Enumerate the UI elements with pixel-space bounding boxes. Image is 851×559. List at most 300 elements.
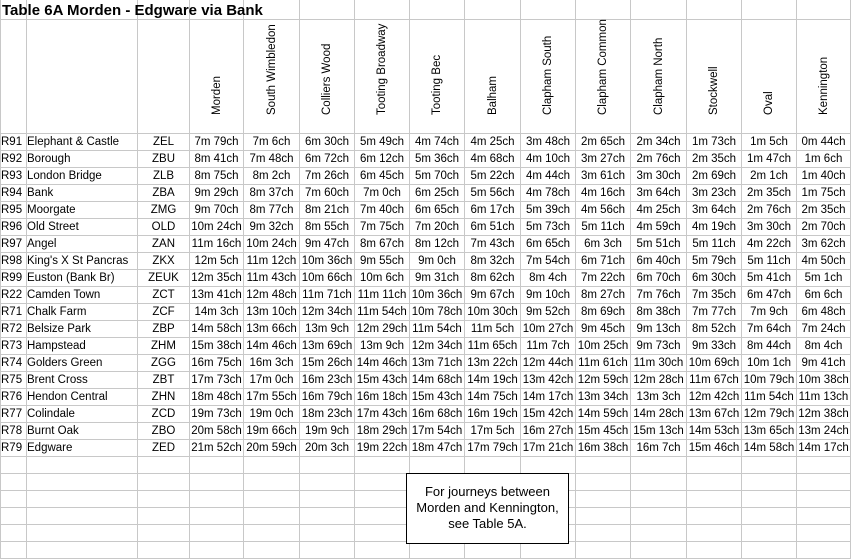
distance-cell[interactable]: 14m 58ch [190, 321, 244, 338]
distance-cell[interactable]: 15m 46ch [687, 440, 742, 457]
column-header[interactable] [300, 20, 355, 134]
distance-cell[interactable]: 12m 35ch [190, 270, 244, 287]
distance-cell[interactable]: 2m 76ch [631, 151, 687, 168]
distance-cell[interactable]: 9m 52ch [521, 304, 576, 321]
cell[interactable] [27, 542, 138, 559]
station-code-cell[interactable]: ZBO [138, 423, 190, 440]
cell[interactable] [797, 491, 851, 508]
cell[interactable] [797, 457, 851, 474]
distance-cell[interactable]: 9m 41ch [797, 355, 851, 372]
cell[interactable] [244, 491, 300, 508]
cell[interactable] [300, 491, 355, 508]
distance-cell[interactable]: 16m 7ch [631, 440, 687, 457]
cell[interactable] [465, 0, 521, 20]
row-id-cell[interactable]: R95 [1, 202, 27, 219]
distance-cell[interactable]: 7m 75ch [355, 219, 410, 236]
cell[interactable] [27, 491, 138, 508]
cell[interactable] [27, 525, 138, 542]
cell[interactable] [742, 542, 797, 559]
distance-cell[interactable]: 14m 75ch [465, 389, 521, 406]
cell[interactable] [27, 508, 138, 525]
distance-cell[interactable]: 13m 42ch [521, 372, 576, 389]
cell[interactable] [244, 457, 300, 474]
distance-cell[interactable]: 8m 41ch [190, 151, 244, 168]
cell[interactable] [797, 474, 851, 491]
station-name-cell[interactable]: Golders Green [27, 355, 138, 372]
cell[interactable] [138, 491, 190, 508]
distance-cell[interactable]: 19m 66ch [244, 423, 300, 440]
distance-cell[interactable]: 16m 68ch [410, 406, 465, 423]
distance-cell[interactable]: 17m 73ch [190, 372, 244, 389]
row-id-cell[interactable]: R96 [1, 219, 27, 236]
distance-cell[interactable]: 7m 9ch [742, 304, 797, 321]
distance-cell[interactable]: 7m 54ch [521, 253, 576, 270]
distance-cell[interactable]: 19m 73ch [190, 406, 244, 423]
station-code-cell[interactable]: ZMG [138, 202, 190, 219]
distance-cell[interactable]: 2m 35ch [797, 202, 851, 219]
distance-cell[interactable]: 12m 79ch [742, 406, 797, 423]
row-id-cell[interactable]: R98 [1, 253, 27, 270]
column-header[interactable] [797, 20, 851, 134]
distance-cell[interactable]: 8m 4ch [521, 270, 576, 287]
distance-cell[interactable]: 12m 28ch [631, 372, 687, 389]
station-code-cell[interactable]: ZBT [138, 372, 190, 389]
distance-cell[interactable]: 13m 10ch [244, 304, 300, 321]
cell[interactable] [300, 457, 355, 474]
distance-cell[interactable]: 20m 58ch [190, 423, 244, 440]
distance-cell[interactable]: 15m 13ch [631, 423, 687, 440]
distance-cell[interactable]: 6m 65ch [521, 236, 576, 253]
station-name-cell[interactable]: Chalk Farm [27, 304, 138, 321]
distance-cell[interactable]: 7m 79ch [190, 134, 244, 151]
distance-cell[interactable]: 5m 49ch [355, 134, 410, 151]
station-code-cell[interactable]: ZBU [138, 151, 190, 168]
distance-cell[interactable]: 3m 48ch [521, 134, 576, 151]
station-name-cell[interactable]: Moorgate [27, 202, 138, 219]
distance-cell[interactable]: 15m 38ch [190, 338, 244, 355]
distance-cell[interactable]: 12m 48ch [244, 287, 300, 304]
cell[interactable] [27, 474, 138, 491]
distance-cell[interactable]: 18m 23ch [300, 406, 355, 423]
cell[interactable] [138, 525, 190, 542]
distance-cell[interactable]: 1m 6ch [797, 151, 851, 168]
cell[interactable] [138, 20, 190, 134]
distance-cell[interactable]: 4m 78ch [521, 185, 576, 202]
distance-cell[interactable]: 8m 4ch [797, 338, 851, 355]
column-header[interactable] [190, 20, 244, 134]
station-name-cell[interactable]: Belsize Park [27, 321, 138, 338]
cell[interactable] [631, 474, 687, 491]
distance-cell[interactable]: 13m 67ch [687, 406, 742, 423]
distance-cell[interactable]: 13m 66ch [244, 321, 300, 338]
distance-cell[interactable]: 6m 12ch [355, 151, 410, 168]
distance-cell[interactable]: 9m 73ch [631, 338, 687, 355]
row-id-cell[interactable]: R93 [1, 168, 27, 185]
station-code-cell[interactable]: ZCD [138, 406, 190, 423]
cell[interactable] [687, 491, 742, 508]
distance-cell[interactable]: 11m 16ch [190, 236, 244, 253]
distance-cell[interactable]: 14m 3ch [190, 304, 244, 321]
cell[interactable] [190, 542, 244, 559]
distance-cell[interactable]: 8m 38ch [631, 304, 687, 321]
column-header[interactable] [410, 20, 465, 134]
distance-cell[interactable]: 14m 46ch [244, 338, 300, 355]
station-name-cell[interactable]: Edgware [27, 440, 138, 457]
cell[interactable] [355, 542, 410, 559]
distance-cell[interactable]: 0m 44ch [797, 134, 851, 151]
distance-cell[interactable]: 12m 5ch [190, 253, 244, 270]
distance-cell[interactable]: 8m 2ch [244, 168, 300, 185]
distance-cell[interactable]: 7m 26ch [300, 168, 355, 185]
distance-cell[interactable]: 5m 11ch [576, 219, 631, 236]
distance-cell[interactable]: 10m 78ch [410, 304, 465, 321]
station-code-cell[interactable]: ZCF [138, 304, 190, 321]
row-id-cell[interactable]: R79 [1, 440, 27, 457]
cell[interactable] [742, 508, 797, 525]
cell[interactable] [687, 542, 742, 559]
cell[interactable] [576, 508, 631, 525]
distance-cell[interactable]: 10m 69ch [687, 355, 742, 372]
distance-cell[interactable]: 13m 41ch [190, 287, 244, 304]
distance-cell[interactable]: 13m 69ch [300, 338, 355, 355]
cell[interactable] [797, 542, 851, 559]
distance-cell[interactable]: 4m 16ch [576, 185, 631, 202]
distance-cell[interactable]: 17m 21ch [521, 440, 576, 457]
cell[interactable] [742, 474, 797, 491]
distance-cell[interactable]: 7m 24ch [797, 321, 851, 338]
distance-cell[interactable]: 17m 54ch [410, 423, 465, 440]
distance-cell[interactable]: 5m 39ch [521, 202, 576, 219]
station-name-cell[interactable]: Hendon Central [27, 389, 138, 406]
distance-cell[interactable]: 9m 67ch [465, 287, 521, 304]
row-id-cell[interactable]: R97 [1, 236, 27, 253]
distance-cell[interactable]: 4m 10ch [521, 151, 576, 168]
cell[interactable] [576, 0, 631, 20]
cell[interactable] [797, 508, 851, 525]
cell[interactable] [190, 457, 244, 474]
distance-cell[interactable]: 1m 73ch [687, 134, 742, 151]
distance-cell[interactable]: 8m 37ch [244, 185, 300, 202]
distance-cell[interactable]: 8m 62ch [465, 270, 521, 287]
distance-cell[interactable]: 7m 60ch [300, 185, 355, 202]
cell[interactable] [687, 508, 742, 525]
cell[interactable] [687, 474, 742, 491]
cell[interactable] [576, 474, 631, 491]
cell[interactable] [742, 525, 797, 542]
row-id-cell[interactable]: R71 [1, 304, 27, 321]
distance-cell[interactable]: 6m 65ch [410, 202, 465, 219]
distance-cell[interactable]: 18m 48ch [190, 389, 244, 406]
station-name-cell[interactable]: Elephant & Castle [27, 134, 138, 151]
cell[interactable] [521, 0, 576, 20]
distance-cell[interactable]: 3m 27ch [576, 151, 631, 168]
distance-cell[interactable]: 13m 24ch [797, 423, 851, 440]
distance-cell[interactable]: 15m 45ch [576, 423, 631, 440]
distance-cell[interactable]: 6m 30ch [687, 270, 742, 287]
distance-cell[interactable]: 6m 3ch [576, 236, 631, 253]
cell[interactable] [742, 0, 797, 20]
distance-cell[interactable]: 12m 34ch [300, 304, 355, 321]
distance-cell[interactable]: 14m 28ch [631, 406, 687, 423]
distance-cell[interactable]: 11m 30ch [631, 355, 687, 372]
station-code-cell[interactable]: ZHN [138, 389, 190, 406]
distance-cell[interactable]: 7m 40ch [355, 202, 410, 219]
cell[interactable] [576, 457, 631, 474]
distance-cell[interactable]: 3m 23ch [687, 185, 742, 202]
station-code-cell[interactable]: ZBA [138, 185, 190, 202]
distance-cell[interactable]: 11m 71ch [300, 287, 355, 304]
column-header[interactable] [465, 20, 521, 134]
distance-cell[interactable]: 3m 61ch [576, 168, 631, 185]
distance-cell[interactable]: 16m 19ch [465, 406, 521, 423]
row-id-cell[interactable]: R76 [1, 389, 27, 406]
distance-cell[interactable]: 9m 33ch [687, 338, 742, 355]
distance-cell[interactable]: 6m 40ch [631, 253, 687, 270]
cell[interactable] [355, 474, 410, 491]
distance-cell[interactable]: 13m 34ch [576, 389, 631, 406]
distance-cell[interactable]: 6m 48ch [797, 304, 851, 321]
column-header[interactable] [244, 20, 300, 134]
cell[interactable] [742, 491, 797, 508]
distance-cell[interactable]: 9m 13ch [631, 321, 687, 338]
distance-cell[interactable]: 8m 67ch [355, 236, 410, 253]
distance-cell[interactable]: 5m 11ch [742, 253, 797, 270]
distance-cell[interactable]: 4m 44ch [521, 168, 576, 185]
distance-cell[interactable]: 9m 45ch [576, 321, 631, 338]
distance-cell[interactable]: 17m 55ch [244, 389, 300, 406]
distance-cell[interactable]: 4m 68ch [465, 151, 521, 168]
distance-cell[interactable]: 8m 69ch [576, 304, 631, 321]
station-name-cell[interactable]: Borough [27, 151, 138, 168]
cell[interactable] [1, 491, 27, 508]
distance-cell[interactable]: 5m 36ch [410, 151, 465, 168]
distance-cell[interactable]: 16m 27ch [521, 423, 576, 440]
station-name-cell[interactable]: Hampstead [27, 338, 138, 355]
distance-cell[interactable]: 14m 17ch [521, 389, 576, 406]
station-name-cell[interactable]: London Bridge [27, 168, 138, 185]
cell[interactable] [1, 20, 27, 134]
cell[interactable] [1, 525, 27, 542]
station-name-cell[interactable]: Colindale [27, 406, 138, 423]
station-name-cell[interactable]: Angel [27, 236, 138, 253]
column-header[interactable] [687, 20, 742, 134]
cell[interactable] [1, 542, 27, 559]
row-id-cell[interactable]: R75 [1, 372, 27, 389]
distance-cell[interactable]: 14m 19ch [465, 372, 521, 389]
cell[interactable] [576, 491, 631, 508]
distance-cell[interactable]: 5m 11ch [687, 236, 742, 253]
distance-cell[interactable]: 11m 5ch [465, 321, 521, 338]
distance-cell[interactable]: 20m 3ch [300, 440, 355, 457]
station-name-cell[interactable]: Burnt Oak [27, 423, 138, 440]
distance-cell[interactable]: 10m 27ch [521, 321, 576, 338]
distance-cell[interactable]: 6m 51ch [465, 219, 521, 236]
distance-cell[interactable]: 10m 66ch [300, 270, 355, 287]
distance-cell[interactable]: 16m 3ch [244, 355, 300, 372]
distance-cell[interactable]: 9m 70ch [190, 202, 244, 219]
distance-cell[interactable]: 8m 52ch [687, 321, 742, 338]
distance-cell[interactable]: 11m 54ch [355, 304, 410, 321]
distance-cell[interactable]: 3m 62ch [797, 236, 851, 253]
distance-cell[interactable]: 12m 29ch [355, 321, 410, 338]
cell[interactable] [631, 457, 687, 474]
distance-cell[interactable]: 8m 32ch [465, 253, 521, 270]
distance-cell[interactable]: 7m 0ch [355, 185, 410, 202]
distance-cell[interactable]: 1m 5ch [742, 134, 797, 151]
cell[interactable] [687, 525, 742, 542]
distance-cell[interactable]: 1m 40ch [797, 168, 851, 185]
distance-cell[interactable]: 11m 13ch [797, 389, 851, 406]
distance-cell[interactable]: 4m 25ch [631, 202, 687, 219]
distance-cell[interactable]: 7m 76ch [631, 287, 687, 304]
distance-cell[interactable]: 14m 59ch [576, 406, 631, 423]
cell[interactable] [244, 474, 300, 491]
cell[interactable] [190, 525, 244, 542]
cell[interactable] [521, 457, 576, 474]
cell[interactable] [138, 474, 190, 491]
distance-cell[interactable]: 3m 30ch [631, 168, 687, 185]
distance-cell[interactable]: 9m 0ch [410, 253, 465, 270]
distance-cell[interactable]: 6m 25ch [410, 185, 465, 202]
cell[interactable] [631, 491, 687, 508]
distance-cell[interactable]: 7m 20ch [410, 219, 465, 236]
distance-cell[interactable]: 6m 45ch [355, 168, 410, 185]
row-id-cell[interactable]: R74 [1, 355, 27, 372]
column-header[interactable] [355, 20, 410, 134]
distance-cell[interactable]: 17m 79ch [465, 440, 521, 457]
station-code-cell[interactable]: ZEUK [138, 270, 190, 287]
cell[interactable] [138, 457, 190, 474]
distance-cell[interactable]: 6m 30ch [300, 134, 355, 151]
distance-cell[interactable]: 10m 25ch [576, 338, 631, 355]
station-code-cell[interactable]: OLD [138, 219, 190, 236]
distance-cell[interactable]: 10m 1ch [742, 355, 797, 372]
distance-cell[interactable]: 20m 59ch [244, 440, 300, 457]
distance-cell[interactable]: 17m 0ch [244, 372, 300, 389]
distance-cell[interactable]: 9m 32ch [244, 219, 300, 236]
row-id-cell[interactable]: R22 [1, 287, 27, 304]
distance-cell[interactable]: 21m 52ch [190, 440, 244, 457]
distance-cell[interactable]: 5m 41ch [742, 270, 797, 287]
distance-cell[interactable]: 2m 35ch [742, 185, 797, 202]
distance-cell[interactable]: 5m 70ch [410, 168, 465, 185]
distance-cell[interactable]: 14m 17ch [797, 440, 851, 457]
station-code-cell[interactable]: ZBP [138, 321, 190, 338]
distance-cell[interactable]: 15m 43ch [410, 389, 465, 406]
cell[interactable] [244, 525, 300, 542]
station-name-cell[interactable]: Bank [27, 185, 138, 202]
distance-cell[interactable]: 6m 6ch [797, 287, 851, 304]
station-code-cell[interactable]: ZHM [138, 338, 190, 355]
column-header[interactable] [521, 20, 576, 134]
distance-cell[interactable]: 16m 79ch [300, 389, 355, 406]
distance-cell[interactable]: 14m 58ch [742, 440, 797, 457]
station-code-cell[interactable]: ZEL [138, 134, 190, 151]
distance-cell[interactable]: 16m 23ch [300, 372, 355, 389]
column-header[interactable] [576, 20, 631, 134]
distance-cell[interactable]: 11m 54ch [410, 321, 465, 338]
distance-cell[interactable]: 6m 71ch [576, 253, 631, 270]
distance-cell[interactable]: 4m 74ch [410, 134, 465, 151]
distance-cell[interactable]: 6m 47ch [742, 287, 797, 304]
distance-cell[interactable]: 16m 38ch [576, 440, 631, 457]
row-id-cell[interactable]: R92 [1, 151, 27, 168]
distance-cell[interactable]: 5m 51ch [631, 236, 687, 253]
cell[interactable] [27, 457, 138, 474]
cell[interactable] [244, 542, 300, 559]
cell[interactable] [300, 474, 355, 491]
cell[interactable] [410, 0, 465, 20]
cell[interactable] [190, 508, 244, 525]
distance-cell[interactable]: 15m 26ch [300, 355, 355, 372]
distance-cell[interactable]: 2m 65ch [576, 134, 631, 151]
station-code-cell[interactable]: ZAN [138, 236, 190, 253]
distance-cell[interactable]: 16m 75ch [190, 355, 244, 372]
distance-cell[interactable]: 7m 43ch [465, 236, 521, 253]
cell[interactable] [631, 0, 687, 20]
station-code-cell[interactable]: ZED [138, 440, 190, 457]
cell[interactable] [631, 525, 687, 542]
distance-cell[interactable]: 11m 11ch [355, 287, 410, 304]
distance-cell[interactable]: 11m 43ch [244, 270, 300, 287]
distance-cell[interactable]: 19m 9ch [300, 423, 355, 440]
distance-cell[interactable]: 2m 1ch [742, 168, 797, 185]
distance-cell[interactable]: 15m 42ch [521, 406, 576, 423]
distance-cell[interactable]: 8m 75ch [190, 168, 244, 185]
distance-cell[interactable]: 2m 35ch [687, 151, 742, 168]
distance-cell[interactable]: 12m 38ch [797, 406, 851, 423]
row-id-cell[interactable]: R73 [1, 338, 27, 355]
distance-cell[interactable]: 10m 79ch [742, 372, 797, 389]
distance-cell[interactable]: 1m 75ch [797, 185, 851, 202]
cell[interactable] [1, 457, 27, 474]
distance-cell[interactable]: 11m 65ch [465, 338, 521, 355]
distance-cell[interactable]: 8m 12ch [410, 236, 465, 253]
distance-cell[interactable]: 8m 55ch [300, 219, 355, 236]
cell[interactable] [521, 542, 576, 559]
cell[interactable] [138, 542, 190, 559]
cell[interactable] [244, 508, 300, 525]
distance-cell[interactable]: 7m 6ch [244, 134, 300, 151]
distance-cell[interactable]: 11m 67ch [687, 372, 742, 389]
row-id-cell[interactable]: R94 [1, 185, 27, 202]
distance-cell[interactable]: 12m 42ch [687, 389, 742, 406]
distance-cell[interactable]: 2m 70ch [797, 219, 851, 236]
distance-cell[interactable]: 10m 24ch [190, 219, 244, 236]
distance-cell[interactable]: 4m 19ch [687, 219, 742, 236]
distance-cell[interactable]: 10m 36ch [300, 253, 355, 270]
distance-cell[interactable]: 9m 47ch [300, 236, 355, 253]
cell[interactable] [465, 457, 521, 474]
cell[interactable] [190, 474, 244, 491]
distance-cell[interactable]: 8m 77ch [244, 202, 300, 219]
distance-cell[interactable]: 10m 38ch [797, 372, 851, 389]
distance-cell[interactable]: 11m 54ch [742, 389, 797, 406]
distance-cell[interactable]: 17m 5ch [465, 423, 521, 440]
distance-cell[interactable]: 13m 3ch [631, 389, 687, 406]
row-id-cell[interactable]: R99 [1, 270, 27, 287]
station-code-cell[interactable]: ZLB [138, 168, 190, 185]
distance-cell[interactable]: 11m 61ch [576, 355, 631, 372]
distance-cell[interactable]: 5m 22ch [465, 168, 521, 185]
station-name-cell[interactable]: Euston (Bank Br) [27, 270, 138, 287]
distance-cell[interactable]: 7m 35ch [687, 287, 742, 304]
cell[interactable] [300, 508, 355, 525]
distance-cell[interactable]: 8m 27ch [576, 287, 631, 304]
column-header[interactable] [631, 20, 687, 134]
distance-cell[interactable]: 2m 76ch [742, 202, 797, 219]
distance-cell[interactable]: 4m 56ch [576, 202, 631, 219]
